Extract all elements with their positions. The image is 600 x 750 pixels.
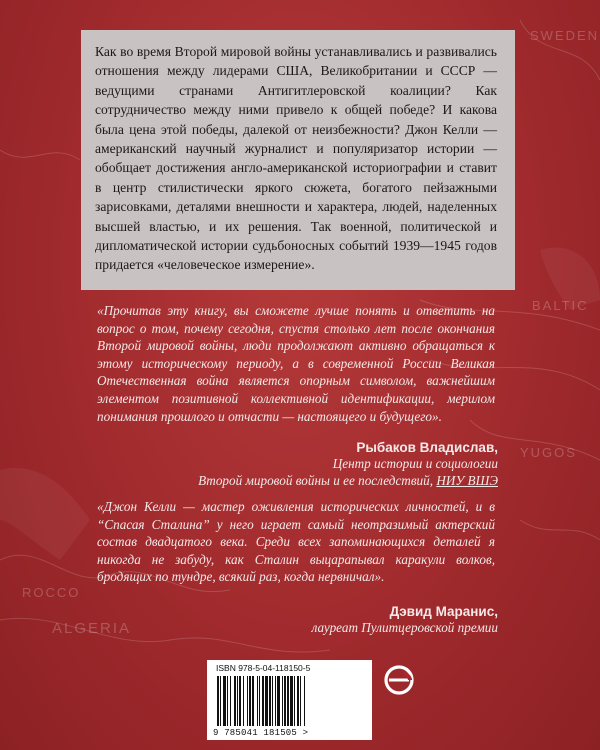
review-author-1-position-prefix: Второй мировой войны и ее последствий, — [198, 473, 437, 488]
map-label-algeria: ALGERIA — [52, 620, 132, 637]
map-label-baltic: BALTIC — [532, 298, 589, 313]
review-attribution-1 — [198, 440, 498, 489]
review-quote-2: «Джон Келли — мастер оживления исторических личностей, и в “Спасая Сталина” у него играет самый неотразимый актерский состав двадцатого века. Среди всех запоминающихся деталей я никогда не забуду, как Сталин выцарапывал каракули волков, бродящих по тундре, всякий раз, когда нервничал». — [97, 499, 495, 585]
map-label-sweden: SWEDEN — [530, 28, 600, 43]
review-author-2: Дэвид Маранис, — [389, 604, 498, 619]
review-author-1-position-line1: Центр истории и социологии — [332, 456, 498, 471]
review-quote-1: «Прочитав эту книгу, вы сможете лучше понять и ответить на вопрос о том, почему сегодня, спустя столько лет после окончания Второй мировой войны, люди продолжают активно обращаться к этому историческому периоду, а в современной России Великая Отечественная война является опорным символом, важнейшим элементом позитивной коллективной идентификации, мерилом понимания прошлого и отчасти — настоящего и будущего». — [97, 303, 495, 424]
review-author-1: Рыбаков Владислав, — [356, 440, 498, 455]
review-author-1-position-line2 — [198, 472, 498, 489]
barcode-digits: 9 785041 181505 > — [213, 728, 309, 738]
review-attribution-2 — [312, 604, 498, 636]
map-label-rocco: ROCCO — [22, 585, 81, 600]
eksmo-e-logo-icon — [384, 665, 414, 695]
book-description: Как во время Второй мировой войны устанавливались и развивались отношения между лидерами США, Великобритании и СССР — ведущими странами Антигитлеровской коалиции? Как сотрудничество между ними привело к общей победе? И какова была цена этой победы, далекой от неизбежности? Джон Келли — американский научный журналист и популяризатор истории — обобщает достижения англо-американской историографии и ставит в центр стилистически яркого сюжета, богатого пейзажными зарисовками, деталями внешности и характера, людей, наделенных высшей властью, и их решения. Так военной, политической и дипломатической истории судьбоносных событий 1939—1945 годов придается «человеческое измерение». — [95, 44, 497, 273]
isbn-label: ISBN 978-5-04-118150-5 — [216, 663, 311, 673]
review-author-1-org: НИУ ВШЭ — [436, 473, 498, 488]
barcode-icon — [217, 676, 363, 726]
review-author-2-position: лауреат Пулитцеровской премии — [311, 620, 498, 635]
map-label-yugos: YUGOS — [520, 445, 577, 460]
